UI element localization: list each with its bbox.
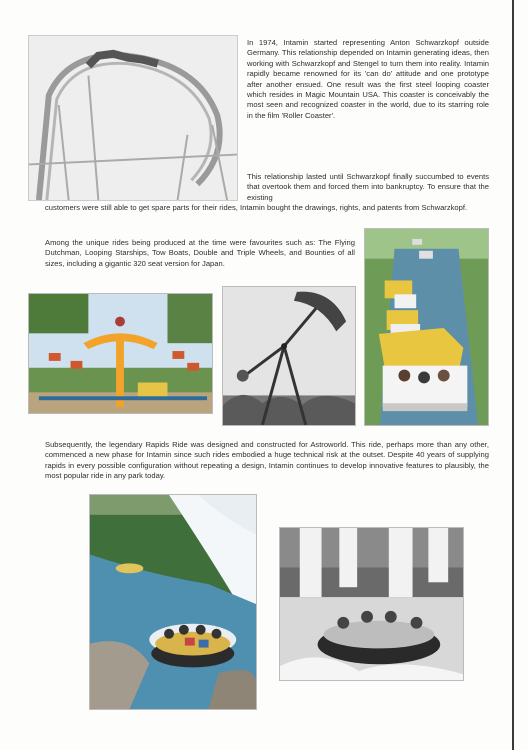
page-edge-line (512, 0, 514, 750)
tow-boats-photo (364, 228, 489, 426)
rapids-ride-photo (89, 494, 257, 710)
paragraph-relationship-a: This relationship lasted until Schwarzkopf finally succumbed to events that overtook them and forced them into bankruptcy. To ensure that the existing (247, 172, 489, 202)
double-wheel-photo (222, 286, 356, 426)
looping-coaster-photo (28, 35, 238, 201)
paragraph-intro: In 1974, Intamin started representing Anton Schwarzkopf outside Germany. This relationship depended on Intamin generating ideas, then working with Schwarzkopf and Stengel to turn them into reality. Intamin rapidly became renowned for its 'can do' attitude and one prototype after another ensued. One result was the first steel looping coaster which resides in Magic Mountain USA. This coaster is conceivably the most seen and recognized coaster in the world, due to its starring role in the film 'Roller Coaster'. (247, 38, 489, 120)
paragraph-relationship-b: customers were still able to get spare parts for their rides, Intamin bought the drawings, rights, and patents from Schwarzkopf. (45, 203, 468, 212)
paragraph-rapids: Subsequently, the legendary Rapids Ride was designed and constructed for Astroworld. This ride, perhaps more than any other, commenced a new phase for Intamin since such rides embodied a huge technical risk at the outset. Despite 40 years of supplying rapids in every possible configuration without repeating a design, Intamin continues to develop innovative features to plausibly, the most popular ride in any park today. (45, 440, 489, 481)
swing-ride-photo (28, 293, 213, 414)
rapids-boat-photo (279, 527, 464, 681)
paragraph-unique-rides: Among the unique rides being produced at the time were favourites such as: The Flying Dutchman, Looping Starships, Tow Boats, Double and Triple Wheels, and Bounties of all sizes, including a gigantic 320 seat version for Japan. (45, 238, 355, 268)
